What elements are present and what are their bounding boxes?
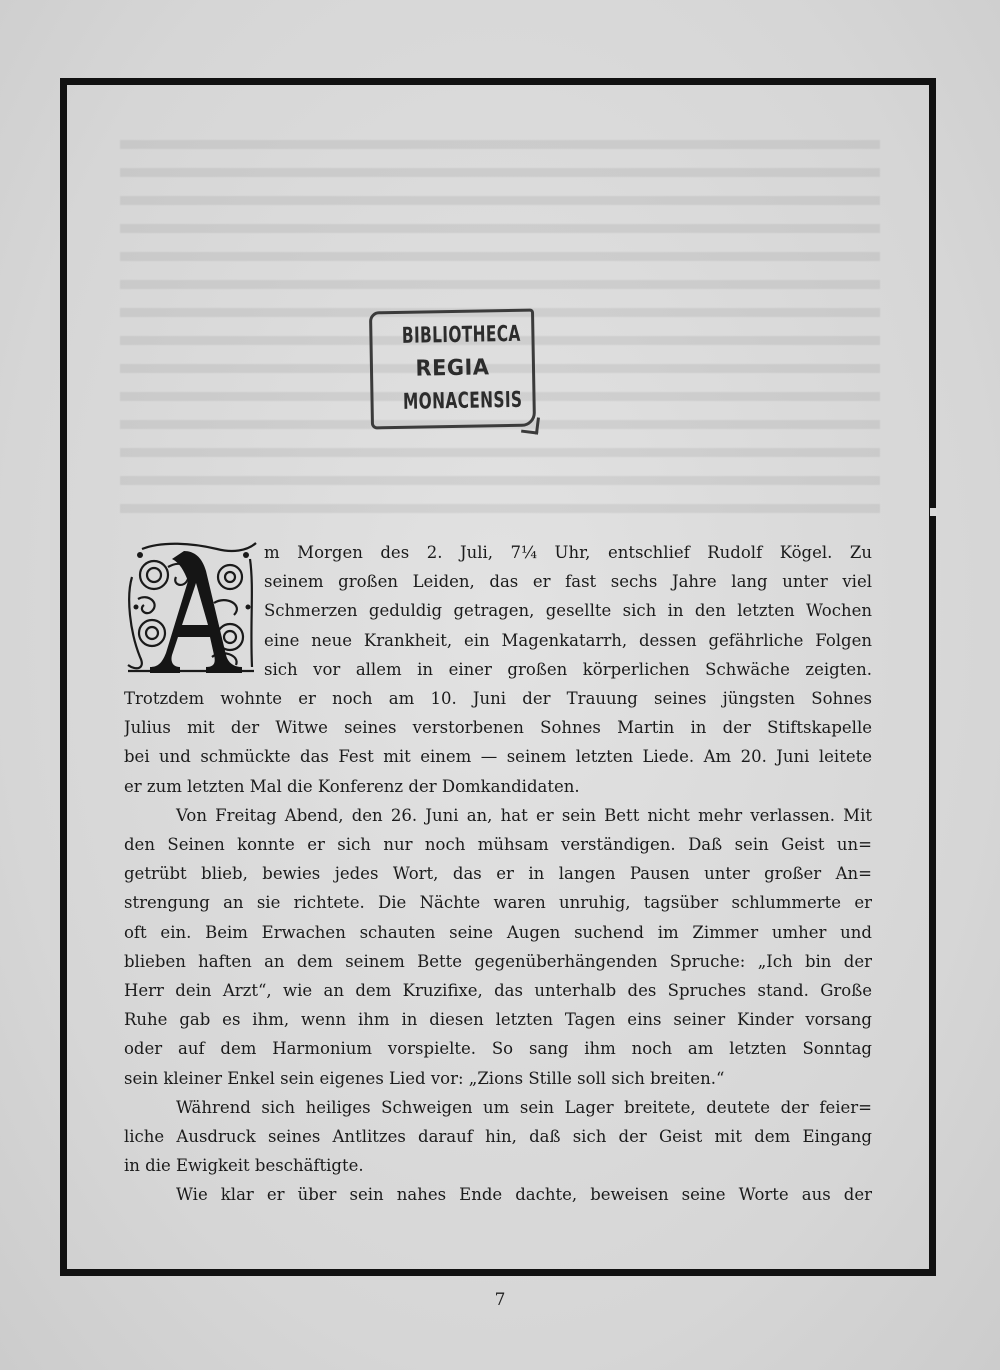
text-line: sich vor allem in einer großen körperlichen Schwäche zeigten. xyxy=(264,659,872,679)
text-line: blieben haften an dem seinem Bette gegenüberhängenden Spruche: „Ich bin der xyxy=(124,951,872,971)
body-text xyxy=(124,538,872,1210)
text-line: er zum letzten Mal die Konferenz der Domkandidaten. xyxy=(124,776,580,796)
text-line: in die Ewigkeit beschäftigte. xyxy=(124,1156,364,1176)
text-line: oder auf dem Harmonium vorspielte. So sang ihm noch am letzten Sonntag xyxy=(124,1039,872,1059)
page-number: 7 xyxy=(494,1290,506,1310)
text-line: seinem großen Leiden, das er fast sechs Jahre lang unter viel xyxy=(264,572,872,592)
stamp-line-2: REGIA xyxy=(415,355,490,382)
text-line: Trotzdem wohnte er noch am 10. Juni der Trauung seines jüngsten Sohnes xyxy=(124,689,872,709)
text-line: strengung an sie richtete. Die Nächte waren unruhig, tagsüber schlummerte er xyxy=(124,893,872,913)
text-line: Während sich heiliges Schweigen um sein Lager breitete, deutete der feier= xyxy=(176,1097,872,1117)
text-line: oft ein. Beim Erwachen schauten seine Augen suchend im Zimmer umher und xyxy=(124,922,872,942)
frame-notch xyxy=(930,508,937,516)
text-line: den Seinen konnte er sich nur noch mühsam verständigen. Daß sein Geist un= xyxy=(124,835,872,855)
text-line: Herr dein Arzt“, wie an dem Kruzifixe, das unterhalb des Spruches stand. Große xyxy=(124,981,872,1001)
text-line: Schmerzen geduldig getragen, gesellte sich in den letzten Wochen xyxy=(264,601,872,621)
text-line: Ruhe gab es ihm, wenn ihm in diesen letzten Tagen eins seiner Kinder vorsang xyxy=(124,1010,872,1030)
text-line: Julius mit der Witwe seines verstorbenen Sohnes Martin in der Stiftskapelle xyxy=(124,718,872,738)
stamp-corner-mark xyxy=(521,416,540,435)
library-stamp xyxy=(369,309,536,430)
text-line: eine neue Krankheit, ein Magenkatarrh, dessen gefährliche Folgen xyxy=(264,630,872,650)
text-line: liche Ausdruck seines Antlitzes darauf hin, daß sich der Geist mit dem Eingang xyxy=(124,1127,872,1147)
text-line: m Morgen des 2. Juli, 7¼ Uhr, entschlief Rudolf Kögel. Zu xyxy=(264,543,872,562)
stamp-line-1: BIBLIOTHECA xyxy=(401,321,521,349)
text-line: getrübt blieb, bewies jedes Wort, das er in langen Pausen unter großer An= xyxy=(124,864,872,884)
text-line: Wie klar er über sein nahes Ende dachte, beweisen seine Worte aus der xyxy=(176,1185,872,1205)
stamp-line-3: MONACENSIS xyxy=(402,387,523,415)
text-line: bei und schmückte das Fest mit einem — seinem letzten Liede. Am 20. Juni leitete xyxy=(124,747,872,767)
text-line: sein kleiner Enkel sein eigenes Lied vor: „Zions Stille soll sich breiten.“ xyxy=(124,1068,725,1088)
text-line: Von Freitag Abend, den 26. Juni an, hat er sein Bett nicht mehr verlassen. Mit xyxy=(176,805,872,825)
